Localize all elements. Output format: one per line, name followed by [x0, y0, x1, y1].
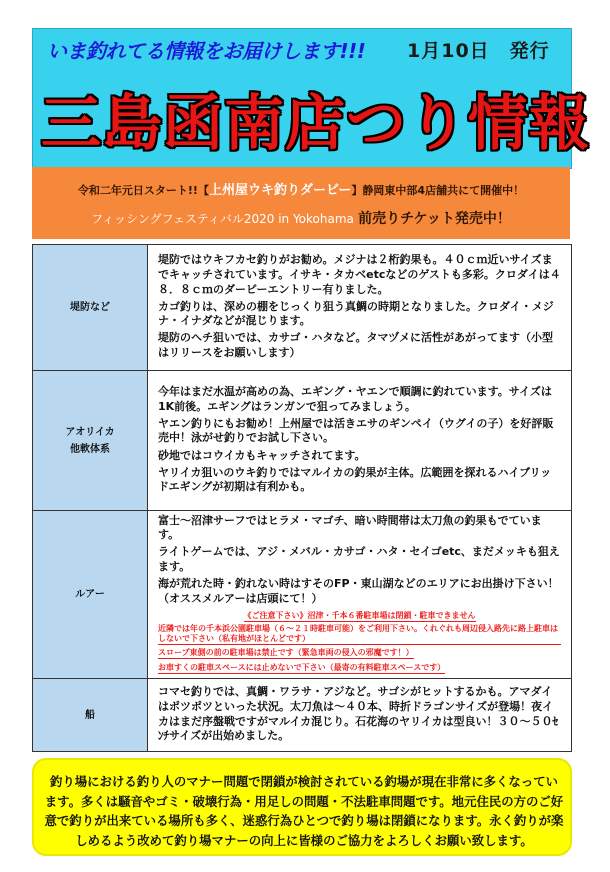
store-title: 三島函南店つり情報: [41, 89, 590, 159]
event-banner: [32, 167, 570, 239]
manner-notice-text: 釣り場における釣り人のマナー問題で閉鎖が検討されている釣場が現在非常に多くなっています。多くは騒音やゴミ・破壊行為・用足しの問題・不法駐車問題です。地元住民の方のご好意で釣りが出来ている場所も多く、迷惑行為ひとつで釣り場は閉鎖になります。永く釣りが楽しめるよう改めて釣り場マナーの向上に皆様のご協力をよろしくお願い致します。: [44, 774, 564, 848]
header-banner: [32, 28, 590, 169]
tagline: いま釣れてる情報をお届けします!!!: [47, 39, 366, 63]
category-label: 堤防など: [70, 302, 110, 313]
festival-name: フィッシングフェスティバル2020 in Yokohama: [91, 212, 354, 226]
parking-note: スロープ東側の前の駐車場は禁止です（緊急車両の侵入の邪魔です！）: [158, 648, 414, 658]
info-paragraph: ライトゲームでは、アジ・メバル・カサゴ・ハタ・セイゴetc、まだメッキも狙えます。: [158, 545, 560, 573]
info-paragraph: 堤防のヘチ狙いでは、カサゴ・ハタなど。タマヅメに活性があがってます（小型はリリースをお願いします）: [158, 331, 554, 359]
festival-announcement: [40, 208, 562, 228]
section-content: [148, 371, 572, 511]
section-row: [33, 245, 572, 371]
info-paragraph: 富士～沼津サーフではヒラメ・マゴチ、暗い時間帯は太刀魚の釣果もでています。: [158, 513, 542, 542]
section-category: [33, 245, 148, 371]
info-paragraph: 今年はまだ水温が高めの為、エギング・ヤエンで順調に釣れています。サイズは1K前後。エギングはランガンで狙ってみましょう。: [158, 385, 552, 413]
category-label: 船: [85, 709, 95, 721]
fishing-info-table: [32, 244, 572, 752]
derby-name: 上州屋ウキ釣りダービー: [208, 183, 352, 198]
info-paragraph: 砂地ではコウイカもキャッチされてます。: [158, 448, 366, 462]
section-row: [33, 371, 572, 511]
category-label: ルアー: [75, 589, 105, 600]
issue-date: 1月10日 発行: [407, 40, 550, 62]
section-category: [33, 371, 148, 511]
section-content: [148, 511, 572, 679]
info-paragraph: カゴ釣りは、深めの棚をじっくり狙う真鯛の時期となりました。クロダイ・メジナ・イナダなどが混じります。: [158, 299, 554, 328]
section-category: [33, 511, 148, 679]
parking-note: 《ご注意下さい》沼津・千本６番駐車場は閉鎖・駐車できません: [243, 611, 476, 621]
parking-notes: [158, 608, 561, 674]
section-content: [148, 245, 572, 371]
ticket-sale-text: 前売りチケット発売中！: [358, 211, 511, 227]
derby-prefix: 令和二年元日スタート!!【: [77, 184, 209, 197]
derby-suffix: 】静岡東中部4店舗共にて開催中！: [351, 184, 525, 197]
section-row: [33, 679, 572, 752]
info-paragraph: コマセ釣りでは、真鯛・ワラサ・アジなど。サゴシがヒットするかも。アマダイはポツポツといった状況。太刀魚は～４０本、時折ドラゴンサイズが登場！夜イカはまだ序盤戦ですがマルイカ混じり。石花海のヤリイカは型良い！３０～５０ｾﾝﾁサイズが出始めました。: [158, 685, 558, 743]
section-category: [33, 679, 148, 752]
manner-notice: [32, 758, 572, 856]
section-content: [148, 679, 572, 752]
info-paragraph: 堤防ではウキフカセ釣りがお勧め。メジナは２桁釣果も。４０ｃｍ近いサイズまでキャッチされています。イサキ・タカベetcなどのゲストも多彩。クロダイは４８．８ｃｍのダービーエントリー有りました。: [158, 253, 561, 296]
parking-note: お車すくの駐車スペースには止めないで下さい（最寄の有料駐車スペースです）: [158, 662, 446, 672]
derby-announcement: [40, 179, 562, 198]
info-paragraph: ヤリイカ狙いのウキ釣りではマルイカの釣果が主体。広範囲を探れるハイブリッドエギングが初期は有利かも。: [158, 465, 552, 494]
parking-note: 近隣では年の千本浜公園駐車場（６～２１時駐車可能）をご利用下さい。くれぐれも周辺侵入路先に路上駐車はしないで下さい（私有地がほとんどです）: [158, 624, 561, 645]
info-paragraph: 海が荒れた時・釣れない時はすそのFP・東山湖などのエリアにお出掛け下さい！（オススメルアーは店頭にて！）: [158, 576, 559, 605]
category-label: 他軟体系: [70, 443, 110, 455]
info-paragraph: ヤエン釣りにもお勧め！上州屋では活きエサのギンペイ（ウグイの子）を好評販売中！泳がせ釣りでお試し下さい。: [158, 416, 554, 445]
category-label: アオリイカ: [65, 426, 115, 438]
section-row: [33, 511, 572, 679]
